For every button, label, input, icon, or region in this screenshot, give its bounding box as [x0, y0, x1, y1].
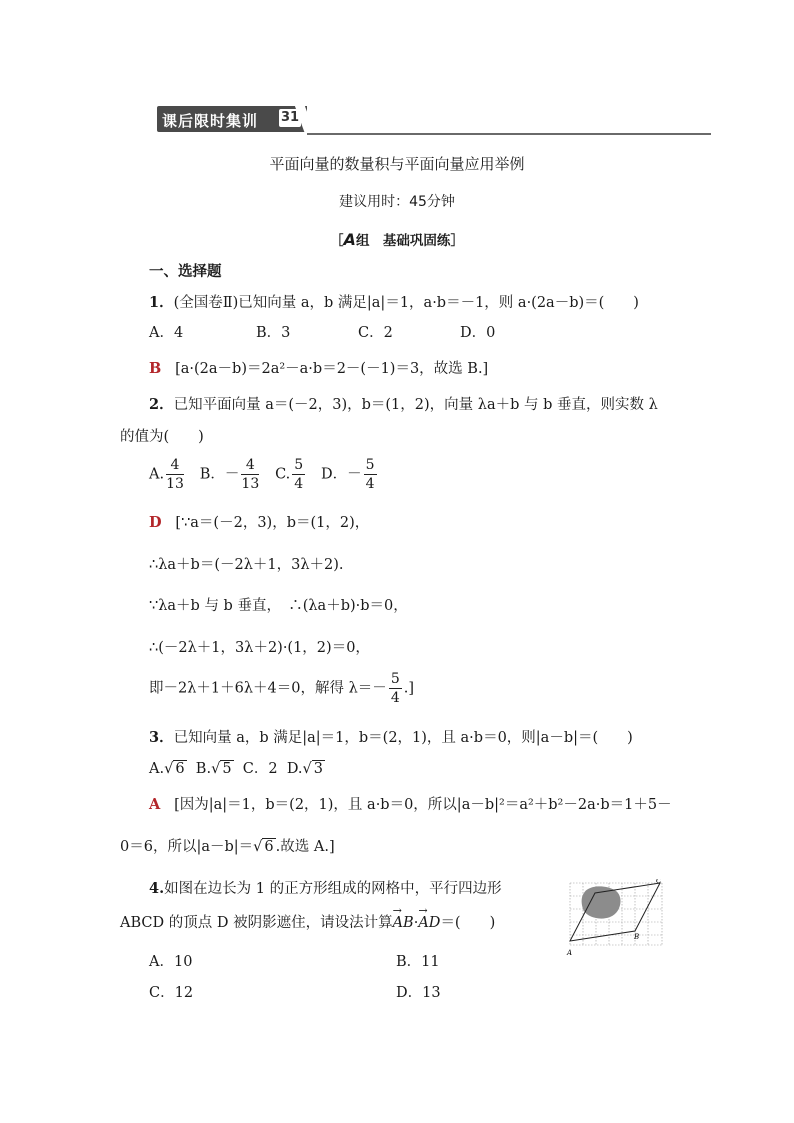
frac-num: 5 [294, 457, 304, 473]
q4-stem-pre: ABCD 的顶点 D 被阴影遮住，请设法计算 [120, 915, 393, 931]
q2-option-d-sign: － [347, 466, 362, 483]
q3-explanation-post: .故选 A.] [275, 839, 335, 855]
q1-stem-text: (全国卷Ⅱ)已知向量 a，b 满足|a|＝1，a·b＝－1，则 a·(2a－b)＝( ) [173, 295, 639, 311]
q3-option-b-label: B. [195, 761, 212, 777]
q2-stem-line2: 的值为( ) [120, 429, 204, 445]
q2-step-5-text: 即－2λ＋1＋6λ＋4＝0，解得 λ＝－ [149, 680, 387, 697]
label-b: B [634, 933, 640, 941]
q2-option-a-label: A. [149, 466, 165, 483]
q4-stem-post: ＝( ) [440, 915, 496, 931]
banner-label: 课后限时集训 [162, 112, 259, 130]
q3-option-c-label: C． [242, 761, 269, 777]
q2-option-d-label: D． [321, 466, 348, 483]
q3-option-b-root: 5 [222, 761, 232, 777]
q2-final-frac [389, 672, 402, 705]
q1-explanation: [a·(2a－b)＝2a²－a·b＝2－(－1)＝3，故选 B.] [175, 361, 489, 377]
q3-explanation-line1: [因为|a|＝1，b＝(2，1)，且 a·b＝0，所以|a－b|²＝a²＋b²－2a·b＝1＋5－ [174, 797, 672, 813]
q4-option-a: A．10 [149, 954, 193, 970]
q3-number: 3． [149, 729, 174, 746]
q2-option-d-frac [364, 458, 377, 491]
q2-option-c-frac [292, 458, 305, 491]
q4-stem-line1 [149, 882, 502, 897]
q2-option-c-label: C. [275, 466, 291, 483]
frac-num: 5 [390, 671, 400, 687]
q3-option-c-value: 2 [268, 761, 278, 777]
q2-answer: D [149, 514, 162, 531]
q1-option-b: B．3 [256, 325, 291, 341]
q2-step-5: 即－2λ＋1＋6λ＋4＝0，解得 λ＝－ $\frac{5}{4}$ .] [149, 671, 415, 706]
q2-step-2: ∴λa＋b＝(－2λ＋1，3λ＋2). [149, 557, 344, 573]
label-a: A [567, 949, 573, 957]
q3-solution-line1 [149, 798, 672, 813]
q1-option-c: C．2 [358, 325, 393, 341]
q4-option-b: B．11 [396, 954, 440, 970]
q1-option-a: A．4 [149, 325, 184, 341]
q1-option-d: D．0 [460, 325, 496, 341]
q3-explanation-root: 6 [264, 839, 274, 855]
q2-options [149, 458, 379, 491]
q3-option-d-root: 3 [313, 761, 324, 777]
q2-final-close: . [403, 680, 409, 697]
banner-number: 31 [280, 110, 300, 125]
shaded-region [582, 886, 621, 918]
group-text: 组 基础巩固练 [355, 233, 451, 249]
q2-step-1 [149, 516, 369, 531]
q2-step-4: ∴(－2λ＋1，3λ＋2)·(1，2)＝0， [149, 640, 370, 656]
group-letter: A [343, 230, 356, 249]
vector-ad: → AD [418, 916, 440, 931]
q4-option-c: C．12 [149, 985, 194, 1001]
q3-option-a-label: A. [149, 761, 165, 777]
q3-stem [149, 731, 633, 746]
q2-option-b-frac [241, 458, 259, 491]
q2-option-a-frac [166, 458, 184, 491]
section-heading: 一、选择题 [149, 264, 222, 280]
q3-solution-line2: 0＝6，所以|a－b|＝√ 6 .故选 A.] [120, 839, 335, 855]
grid-figure [566, 879, 666, 959]
q3-option-d-label: D. [286, 761, 303, 777]
frac-num: 4 [241, 458, 259, 475]
q4-option-d: D．13 [396, 985, 441, 1001]
q3-explanation-pre: 0＝6，所以|a－b|＝ [120, 839, 254, 855]
q3-option-a-root: 6 [175, 761, 185, 777]
q2-step-1-text: [∵a＝(－2，3)，b＝(1，2)， [175, 515, 370, 531]
frac-den: 13 [166, 476, 184, 492]
frac-den: 13 [241, 476, 260, 492]
q1-answer: B [149, 360, 162, 377]
page-title: 平面向量的数量积与平面向量应用举例 [269, 155, 525, 173]
frac-num: 4 [166, 458, 184, 475]
q2-step-3: ∵λa＋b 与 b 垂直， ∴(λa＋b)·b＝0， [149, 598, 408, 614]
q4-stem-text: 如图在边长为 1 的正方形组成的网格中，平行四边形 [164, 881, 502, 897]
q1-number: 1． [149, 294, 174, 311]
q4-number: 4. [149, 880, 165, 897]
q2-number: 2． [149, 396, 174, 413]
header-rule [307, 133, 711, 135]
time-hint: 建议用时：45分钟 [339, 194, 455, 210]
group-label: ［A组 基础巩固练］ [330, 230, 464, 249]
frac-den: 4 [365, 476, 375, 492]
label-c: C [656, 879, 662, 885]
q4-stem-line2: ABCD 的顶点 D 被阴影遮住，请设法计算→ AB·→ AD＝( ) [120, 916, 495, 931]
q2-option-b-sign: － [224, 466, 240, 483]
q1-solution [149, 362, 488, 377]
q2-option-b-label: B． [199, 466, 225, 483]
q3-answer: A [149, 796, 161, 813]
vector-ab: → AB [393, 916, 414, 931]
frac-den: 4 [390, 690, 400, 706]
q3-options: A.√ 6 B.√ 5 C．2 D.√ 3 [149, 761, 324, 777]
q2-stem-line1 [149, 398, 658, 413]
q1-stem [149, 296, 639, 311]
q2-stem-text: 已知平面向量 a＝(－2，3)，b＝(1，2)，向量 λa＋b 与 b 垂直，则实数 λ [173, 397, 658, 413]
q3-stem-text: 已知向量 a，b 满足|a|＝1，b＝(2，1)，且 a·b＝0，则|a－b|＝( ) [173, 730, 633, 746]
frac-num: 5 [365, 457, 375, 473]
frac-den: 4 [294, 476, 304, 492]
